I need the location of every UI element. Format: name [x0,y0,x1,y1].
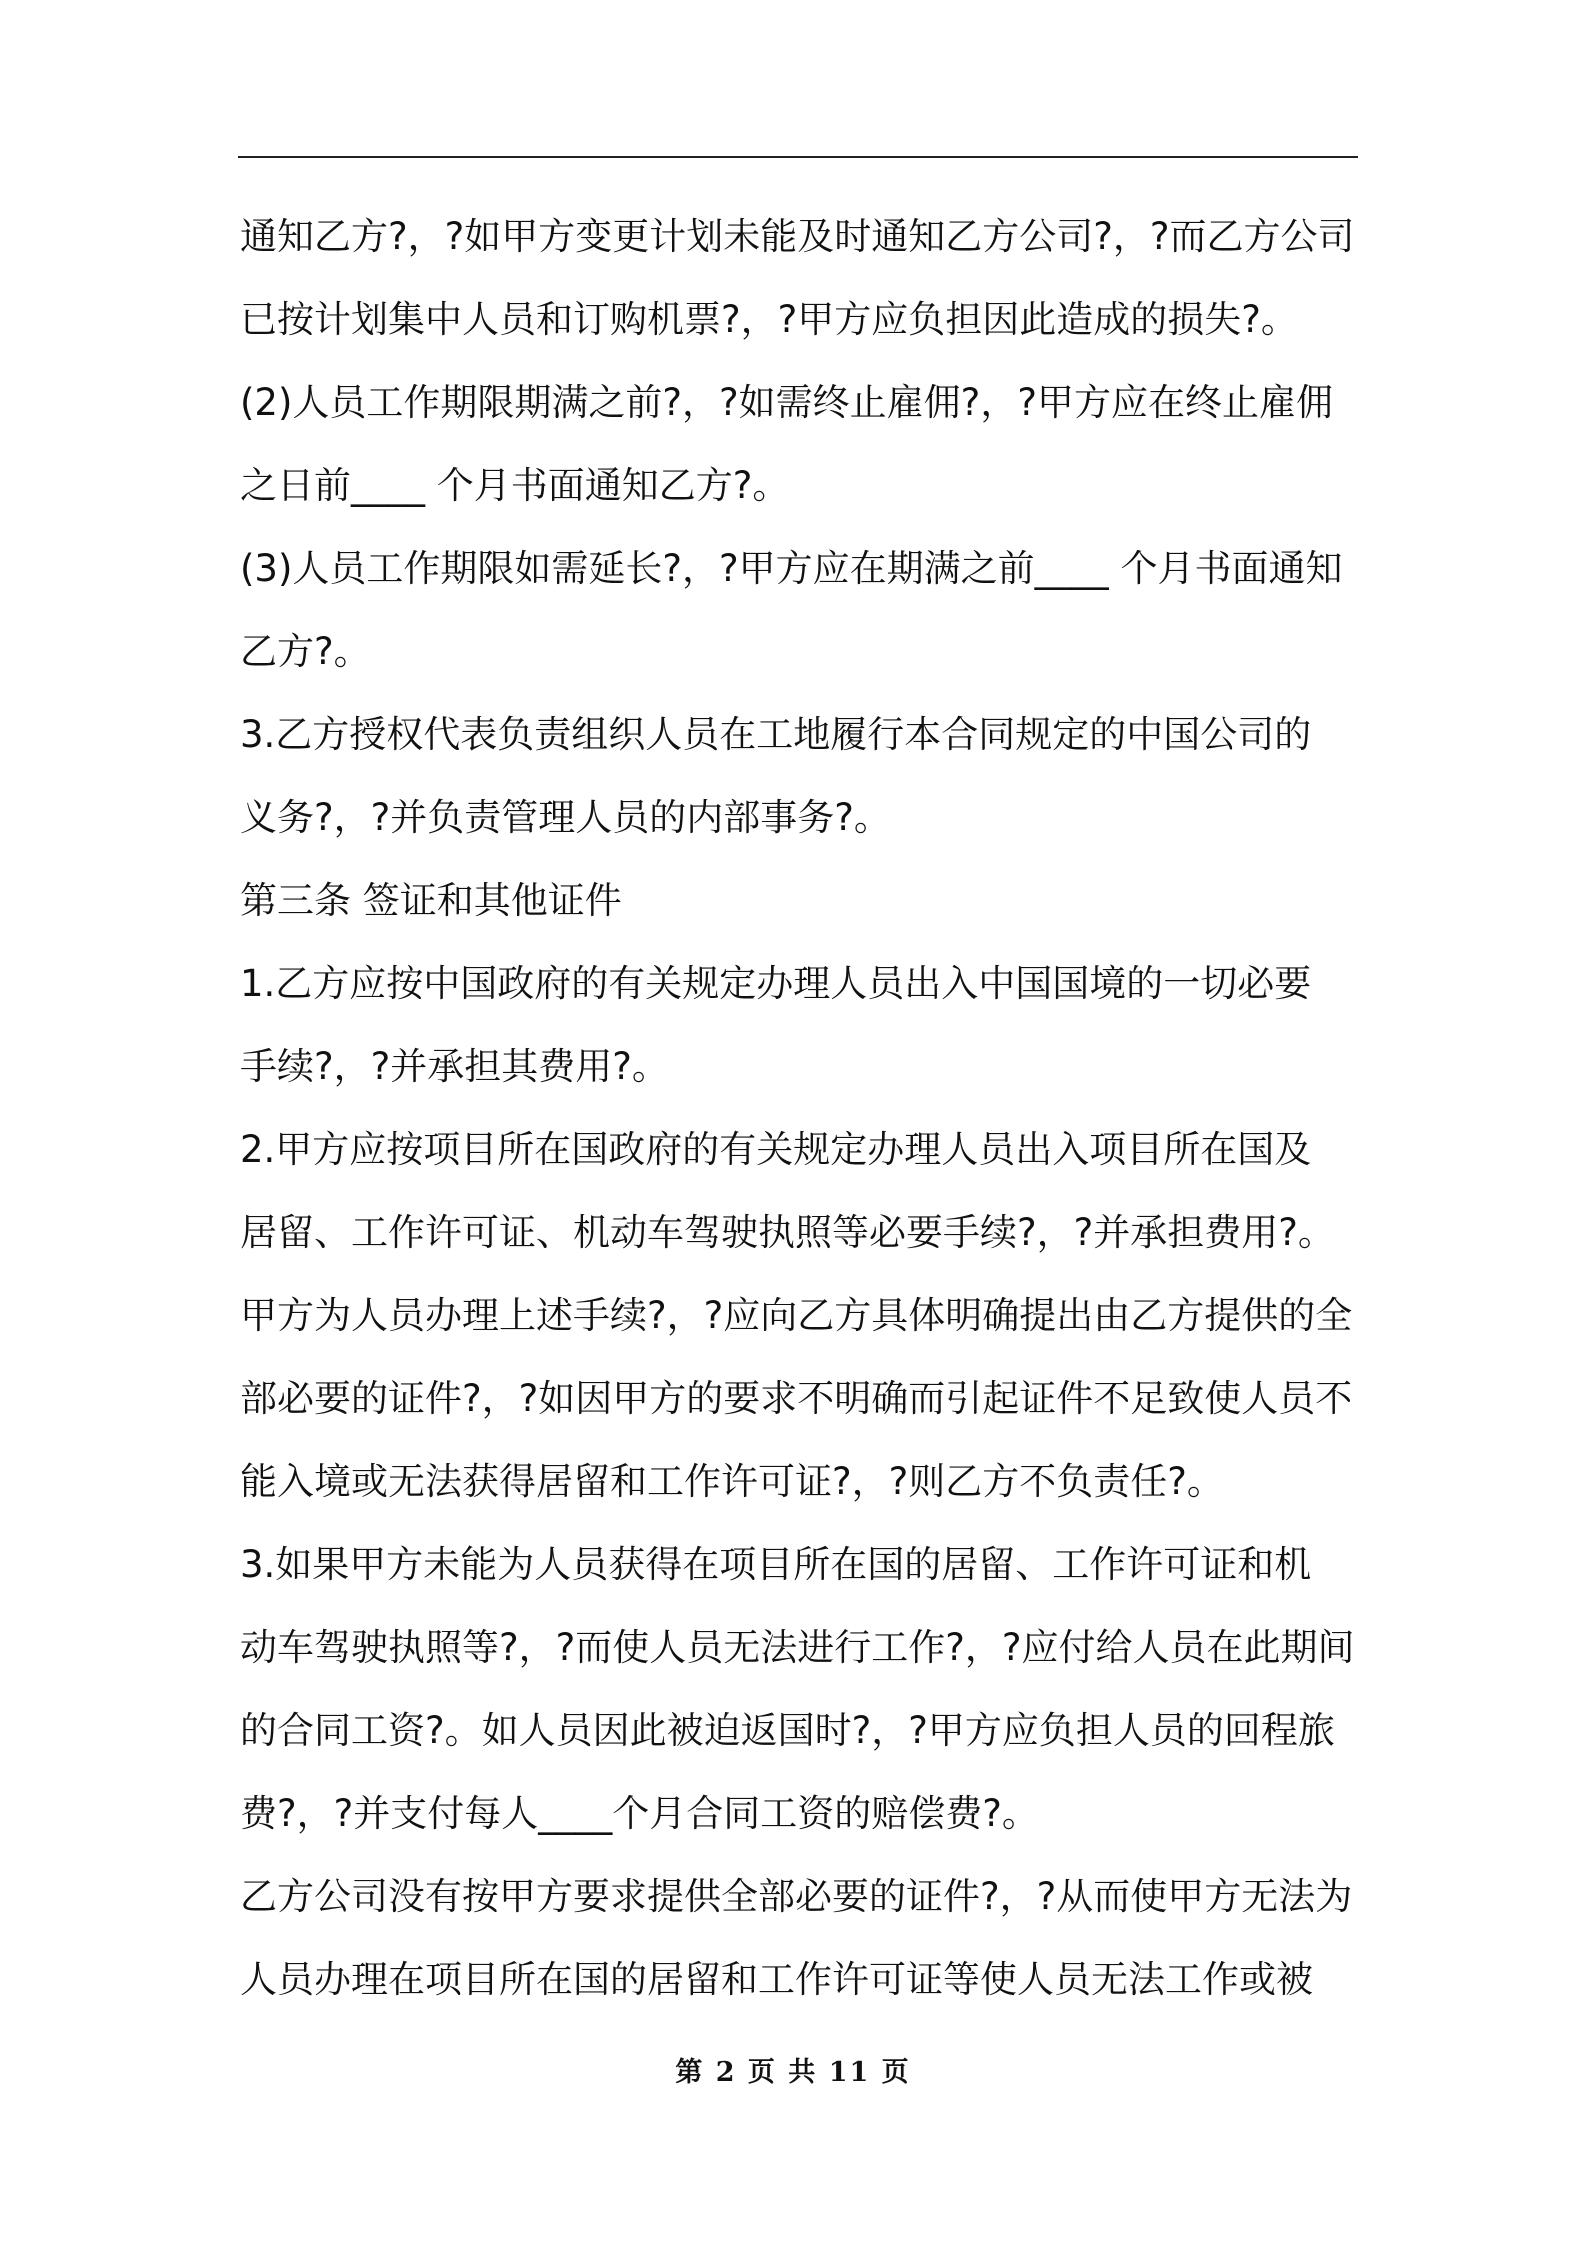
text-line: 部必要的证件?，?如因甲方的要求不明确而引起证件不足致使人员不 [240,1377,1353,1420]
text-line: 能入境或无法获得居留和工作许可证?，?则乙方不负责任?。 [240,1460,1224,1503]
page-number-footer: 第 2 页 共 11 页 [675,2057,911,2088]
text-line: 乙方?。 [240,630,371,673]
document-body [240,195,1360,2021]
section-heading: 第三条 签证和其他证件 [240,879,622,922]
text-line: 居留、工作许可证、机动车驾驶执照等必要手续?，?并承担费用?。 [240,1211,1335,1254]
text-line: 费?，?并支付每人____个月合同工资的赔偿费?。 [240,1792,1039,1835]
text-line: 乙方公司没有按甲方要求提供全部必要的证件?，?从而使甲方无法为 [240,1875,1353,1918]
text-line: 已按计划集中人员和订购机票?，?甲方应负担因此造成的损失?。 [240,298,1298,341]
text-line: 人员办理在项目所在国的居留和工作许可证等使人员无法工作或被 [240,1958,1313,2001]
header-rule [238,156,1358,158]
text-line: (2)人员工作期限期满之前?，?如需终止雇佣?，?甲方应在终止雇佣 [240,381,1333,424]
text-line: 3.如果甲方未能为人员获得在项目所在国的居留、工作许可证和机 [240,1543,1312,1586]
text-line: 动车驾驶执照等?，?而使人员无法进行工作?，?应付给人员在此期间 [240,1626,1355,1669]
text-line: 1.乙方应按中国政府的有关规定办理人员出入中国国境的一切必要 [240,962,1312,1005]
text-line: (3)人员工作期限如需延长?，?甲方应在期满之前____ 个月书面通知 [240,547,1343,590]
text-line: 2.甲方应按项目所在国政府的有关规定办理人员出入项目所在国及 [240,1128,1312,1171]
text-line: 之日前____ 个月书面通知乙方?。 [240,464,790,507]
text-line: 甲方为人员办理上述手续?，?应向乙方具体明确提出由乙方提供的全 [240,1294,1353,1337]
text-line: 3.乙方授权代表负责组织人员在工地履行本合同规定的中国公司的 [240,713,1312,756]
text-line: 手续?，?并承担其费用?。 [240,1045,669,1088]
text-line: 通知乙方?，?如甲方变更计划未能及时通知乙方公司?，?而乙方公司 [240,215,1355,258]
text-line: 的合同工资?。如人员因此被迫返国时?，?甲方应负担人员的回程旅 [240,1709,1335,1752]
text-line: 义务?，?并负责管理人员的内部事务?。 [240,796,891,839]
